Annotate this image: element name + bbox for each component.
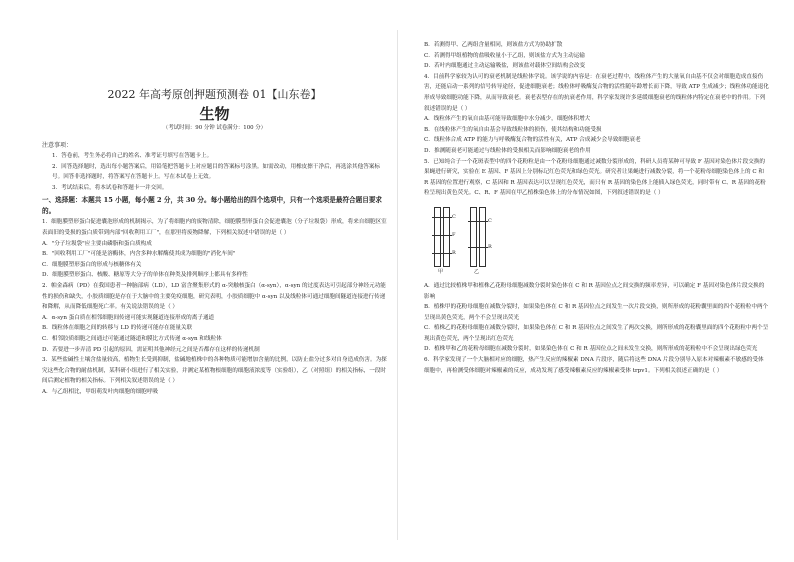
question-option: C．植株乙的花粉母细胞在减数分裂时，如果染色体在 C 和 R 基因位点之间发生了两次交换，则所形成的花粉囊里面的四个花粉粒中两个呈现出黄色荧光，两个呈现出红色荧光 — [424, 325, 769, 342]
question-option: C．若测得甲组植物的盐吸收量小于乙组，则该盐方式为主动运输 — [424, 52, 585, 59]
gene-marker — [432, 217, 452, 218]
left-column — [42, 38, 387, 397]
gene-label: R — [488, 243, 492, 250]
question-option: A．α-syn 蛋白质在相邻细胞间传递可能实现隧道连接形成的离子通道 — [42, 314, 215, 321]
question-option: C．细胞膜塑形蛋白的形成与核糖体有关 — [42, 261, 142, 268]
gene-marker — [432, 235, 452, 236]
section-heading: 一、选择题：本题共 15 小题，每小题 2 分，共 30 分。每小题给出的四个选项中，只有一个选项是最符合题目要求的。 — [42, 196, 383, 216]
figure-caption: 乙 — [474, 268, 480, 275]
question-option: D．植株甲和乙的花粉母细胞在减数分裂时，如果染色体在 C 和 R 基因位点之间未发生交换，则所形成的花粉粒中不会呈现出绿色荧光 — [424, 346, 758, 353]
note-item: 2．回答选择题时，选出每小题答案后，用铅笔把答题卡上对应题目的答案标号涂黑。如需改动，用橡皮擦干净后，再选涂其他答案标号。回答非选择题时，将答案写在答题卡上。写在本试卷上无效。 — [52, 163, 380, 181]
question-stem: 2．帕金森病（PD）在我国患者一种脑部病（LD），LD 富含聚集形式的 α-突触核蛋白（α-syn），α-syn 的过度表达可引起部分神经元功能性的损伤和缺失，小胶质细胞是存在于大脑中的主要免疫细胞，研究表明，小胶质细胞中 α-syn 以及线粒体可通过细胞间隧道连接进行传递和降解，从而降低细胞死亡率。有关说法错误的是（ ） — [42, 282, 386, 311]
gene-marker — [468, 221, 488, 222]
question-option: B．线粒体在细胞之间的转移与 LD 的传递可能存在能量关联 — [42, 325, 193, 332]
gene-label: C — [488, 217, 492, 224]
notes-heading: 注意事项： — [42, 142, 73, 149]
chromosome-figure — [424, 201, 769, 279]
question-option: C．线粒体合成 ATP 的能力与呼吸酶复合物的活性有关，ATP 合成减少会导致细胞衰老 — [424, 137, 641, 144]
question-option: B．若测得甲、乙两组含量相同，则该盐方式为协助扩散 — [424, 42, 563, 48]
question-option: A．与乙组相比，甲组萌发叶肉细胞的细胞呼吸 — [42, 388, 158, 395]
chromosome-bar-a2 — [443, 207, 450, 267]
right-column — [424, 40, 769, 376]
question-option: A．"分子垃圾袋"应主要由磷脂和蛋白质构成 — [42, 240, 152, 247]
subject-title: 生物 — [199, 105, 230, 123]
gene-label: R — [452, 249, 456, 256]
exam-meta: （考试时间：90 分钟 试卷满分：100 分） — [162, 125, 267, 131]
note-item: 1．答卷前，考生务必将自己的姓名、准考证号填写在答题卡上。 — [52, 153, 213, 159]
question-option: D．细胞膜塑形蛋白、核酸、糖原等大分子的单体在种类及排列顺序上都具有多样性 — [42, 272, 248, 279]
question-option: B．在线粒体产生的氧自由基会导致线粒体的损伤，使其结构和功能受损 — [424, 126, 602, 133]
gene-label: F — [452, 231, 456, 238]
question-stem: 6．科学家发现了一个大脑相对应的细胞，热产生反应的辣椒素 DNA 片段序，随后将这些 DNA 片段分别导入原本对辣椒素不敏感的受体细胞中，再检测受体细胞对辣椒素的反应，成功发现了感受辣椒素反应的辣椒素受体 trpv1。下列相关叙述正确的是（ ） — [424, 357, 764, 374]
question-stem: 4．目前科学家较为认可的衰老机制是线粒体学说。该学说的内容是：在衰老过程中，线粒体产生的大量氧自由基不仅会对细胞造成直接伤害，还能启动一系列的信号转导途径，促进细胞衰老；线粒体呼吸酶复合物的活性随年龄增长而下降，导致 ATP 生成减少；线粒体功能退化形成导致细胞功能下降，从而导致衰老。衰老表型存在的抗衰老作用，科学家发现许多延缓细胞衰老的线粒体内特定在衰老中的作用。下列叙述错误的是（ ） — [424, 73, 769, 112]
question-option: B．"回收利用工厂"可能是溶酶体，内含多种水解酶使其成为细胞的"消化车间" — [42, 251, 236, 258]
exam-title: 2022 年高考原创押题预测卷 01【山东卷】 — [107, 88, 322, 101]
question-option: A．线粒体产生的氧自由基可能导致细胞中水分减少，细胞体积增大 — [424, 116, 591, 123]
gene-marker — [432, 253, 452, 254]
question-option: C．相邻胶质细胞之间通过可能通过隧道和膜比方式传递 α-syn 和线粒体 — [42, 335, 222, 342]
question-option: D．若叶内细胞通过主动运输吸盐，则该盐对载体空间结构会改变 — [424, 63, 586, 70]
chromosome-bar-a1 — [434, 207, 441, 267]
question-option: D．若要进一步弄清 PD 引起的原因，需证明其他神经元之间是否都存在这样的传递机制 — [42, 346, 260, 353]
note-item: 3．考试结束后，将本试卷和答题卡一并交回。 — [52, 184, 168, 191]
chromosome-bar-b1 — [470, 207, 477, 267]
question-option: D．推测随衰老可能通过与线粒体的受损相关而影响细胞衰老的作用 — [424, 147, 591, 154]
question-stem: 3．某些盐碱性土壤含盐量较高，植物生长受到抑制，盐碱地植株中的各种物质可能增加含量的比例，以防止盐分过多对自身造成伤害。为探究这些化合物的耐盐机制，某科研小组进行了相关实验，并测定某植物根细胞的细胞液浓度等（实验组），乙（对照组）的相关指标，一段时间后测定植物的相关指标。下列相关叙述错误的是（ ） — [42, 357, 387, 385]
question-stem: 1．细胞膜塑形蛋白促进囊泡形成的机制揭示，为了将细胞内的废物清除，细胞膜塑形蛋白会促进囊泡（分子垃圾袋）形成，将来自细胞区室表面旧的受损的蛋白质带到内部"回收利用工厂"，在那里将废物降解，下列相关叙述中错误的是（ ） — [42, 219, 387, 236]
figure-caption: 甲 — [438, 268, 444, 275]
question-stem: 5．已知纯合子一个花斑表型中的四个花粉粒是由一个花粉母细胞通过减数分裂形成的，科研人员将某种可导致 F 基因对染色体片段交换的果蝇进行研究，实验在 E 基因、F 基因上分别标记红色荧光和绿色荧光。研究者让果蝇进行减数分裂，将一个花粉母细胞染色体上的 C 和 R 基因的位置进行观察，C 基因和 R 基因表达可以呈现红色荧光，而只有 R 基因的染色体上能插入绿色荧光，同时带有 C、R 基因的花粉粒呈现出黄色荧光。C、R、F 基因在甲乙植株染色体上的分布情况如图，下列叙述错误的是（ ） — [424, 158, 766, 197]
column-divider — [397, 30, 398, 540]
gene-label: C — [452, 213, 456, 220]
question-option: A．通过比较植株甲和植株乙花粉母细胞减数分裂时染色体在 C 和 R 基因位点之间交换的频率差异，可以确定 F 基因对染色体片段交换的影响 — [424, 282, 765, 300]
question-option: B．植株甲的花粉母细胞在减数分裂时，如果染色体在 C 和 R 基因位点之间发生一次片段交换，则所形成的花粉囊里面的四个花粉粒中两个呈现出黄色荧光，两个不会呈现出荧光 — [424, 304, 769, 321]
chromosome-bar-b2 — [479, 207, 486, 267]
gene-marker — [468, 247, 488, 248]
